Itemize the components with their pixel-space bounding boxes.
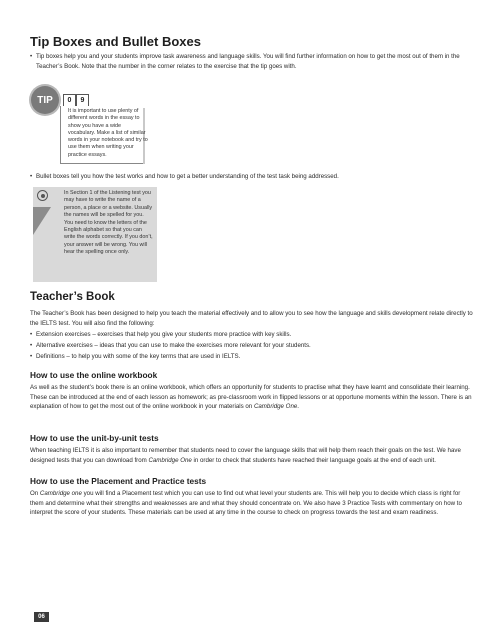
- unit-tests-text: When teaching IELTS it is also important to remember that students need to cover the language skills that will help them reach their goals on the test. We have designed tests that you can download from Cambridge One in order to check that students have reached their language goals at the end of each unit.: [30, 447, 461, 464]
- section-title-teachers-book: Teacher’s Book: [30, 291, 115, 303]
- tip-number-digit-1: 0: [63, 94, 76, 107]
- heading-online-workbook: How to use the online workbook: [30, 370, 158, 380]
- bullet-box-text: In Section 1 of the Listening test you may have to write the name of a person, a place or a website. Usually the names will be spelled for you. You need to know the letters of the English alphabet so that you can write the words correctly. If you don’t, your answer will be wrong. You will hear the spelling once only.: [64, 190, 153, 256]
- cambridge-one-ref: Cambridge One: [148, 456, 192, 464]
- cambridge-one-ref: Cambridge One: [253, 403, 298, 411]
- placement-tests-text: On Cambridge one you will find a Placement test which you can use to find out what level your students are. This will help you to decide which class is right for them and determine what their strengths and weaknesses are and what they should concentrate on. We also have 3 Practice Tests with commentary on how to interpret the score of your students. These materials can be used at any time in the course to check on progress towards the test and exam readiness.: [30, 490, 462, 517]
- teachers-book-intro: The Teacher’s Book has been designed to help you teach the material effectively and to allow you to see how the language and skills development relate directly to the IELTS test. You will also find the following:: [30, 310, 473, 327]
- teachers-book-bullet: • Extension exercises – exercises that help you give your students more practice with key skills.: [36, 330, 476, 340]
- online-workbook-text: As well as the student’s book there is an online workbook, which offers an opportunity for students to practise what they have learnt and consolidate their learning. These can be introduced at the end of each lesson as homework; as pre-classroom work in flipped lessons or at opportune moments within the lesson. There is an explanation of how to get the most out of the online workbook in your materials on Cambridge One.: [30, 384, 472, 411]
- teachers-book-bullet: • Definitions – to help you with some of the key terms that are used in IELTS.: [36, 352, 476, 362]
- cambridge-one-ref: Cambridge one: [39, 490, 82, 497]
- tip-box-text: It is important to use plenty of different words in the essay to show you have a wide vocabulary. Make a list of similar words in your notebook and try to use them when writing your practice essays.: [68, 108, 148, 158]
- teachers-book-bullet: • Alternative exercises – ideas that you can use to make the exercises more relevant for your students.: [36, 341, 476, 351]
- tip-badge: [31, 86, 59, 114]
- bullet-boxes-intro: • Bullet boxes tell you how the test works and how to get a better understanding of the test task being addressed.: [36, 172, 476, 182]
- heading-unit-tests: How to use the unit-by-unit tests: [30, 433, 159, 443]
- page-number: 06: [34, 612, 49, 622]
- tip-number-digit-2: 9: [76, 94, 89, 107]
- target-bullet-icon: [37, 190, 48, 201]
- tip-label: TIP: [37, 94, 53, 106]
- heading-placement-tests: How to use the Placement and Practice tests: [30, 476, 207, 486]
- tip-boxes-intro: • Tip boxes help you and your students improve task awareness and language skills. You will find further information on how to get the most out of them in the Teacher’s Book. Note that the number in the corner relates to the exercise that the tip goes with.: [36, 52, 476, 71]
- bullet-box-fold: [33, 207, 51, 235]
- section-title-tip-boxes: Tip Boxes and Bullet Boxes: [30, 34, 201, 49]
